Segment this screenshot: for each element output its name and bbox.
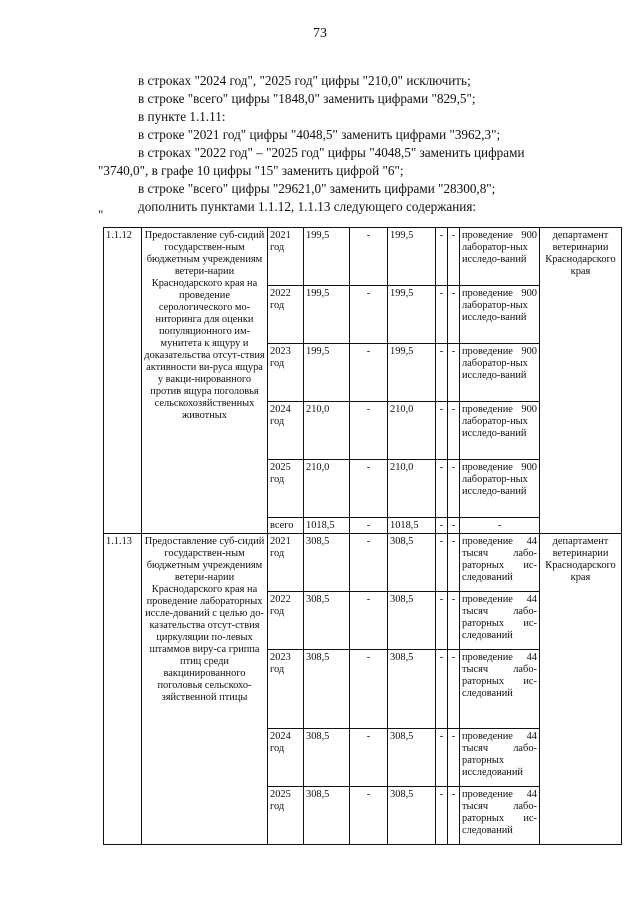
total-cell: 210,0 (304, 402, 350, 460)
department-cell: департамент ветеринарии Краснодарского края (540, 534, 622, 845)
regional-cell: 308,5 (388, 534, 436, 592)
federal-cell: - (350, 787, 388, 845)
department-cell: департамент ветеринарии Краснодарского края (540, 228, 622, 534)
other-cell: - (448, 650, 460, 729)
total-cell: 308,5 (304, 729, 350, 787)
item-description: Предоставление суб-сидий государствен-ным бюджетным учреждениям ветери-нарии Краснодарского края на проведение лабораторных иссле-дований с целью до-казательства отсут-ствия циркуляции по-левых штаммов виру-са гриппа птиц среди вакцинированного поголовья сельскохо-зяйственной птицы (142, 534, 268, 845)
result-cell: проведение 900 лаборатор-ных исследо-ваний (460, 286, 540, 344)
federal-cell: - (350, 534, 388, 592)
local-cell: - (436, 286, 448, 344)
result-cell: проведение 44 тысяч лабо-раторных исследований (460, 729, 540, 787)
item-number: 1.1.12 (104, 228, 142, 534)
result-cell: проведение 900 лаборатор-ных исследо-ваний (460, 402, 540, 460)
result-cell: проведение 900 лаборатор-ных исследо-ваний (460, 344, 540, 402)
federal-cell: - (350, 650, 388, 729)
result-cell: - (460, 518, 540, 534)
local-cell: - (436, 650, 448, 729)
local-cell: - (436, 729, 448, 787)
regional-cell: 210,0 (388, 460, 436, 518)
other-cell: - (448, 729, 460, 787)
other-cell: - (448, 534, 460, 592)
federal-cell: - (350, 729, 388, 787)
other-cell: - (448, 228, 460, 286)
year-cell: 2021 год (268, 228, 304, 286)
other-cell: - (448, 592, 460, 650)
federal-cell: - (350, 460, 388, 518)
total-cell: 308,5 (304, 787, 350, 845)
paragraph-8: дополнить пунктами 1.1.12, 1.1.13 следующего содержания: (138, 199, 477, 214)
local-cell: - (436, 460, 448, 518)
year-cell: 2022 год (268, 592, 304, 650)
total-cell: 308,5 (304, 650, 350, 729)
total-cell: 199,5 (304, 286, 350, 344)
paragraph-5: в строках "2022 год" – "2025 год" цифры "4048,5" заменить цифрами (138, 145, 525, 160)
local-cell: - (436, 402, 448, 460)
other-cell: - (448, 402, 460, 460)
local-cell: - (436, 592, 448, 650)
paragraph-7: в строке "всего" цифры "29621,0" заменить цифрами "28300,8"; (138, 181, 496, 196)
result-cell: проведение 900 лаборатор-ных исследо-ваний (460, 228, 540, 286)
regional-cell: 308,5 (388, 729, 436, 787)
total-cell: 308,5 (304, 592, 350, 650)
year-cell: 2021 год (268, 534, 304, 592)
year-cell: 2023 год (268, 344, 304, 402)
result-cell: проведение 44 тысяч лабо-раторных ис-следований (460, 592, 540, 650)
local-cell: - (436, 518, 448, 534)
total-cell: 210,0 (304, 460, 350, 518)
total-cell: 1018,5 (304, 518, 350, 534)
year-cell: 2023 год (268, 650, 304, 729)
year-cell: 2025 год (268, 460, 304, 518)
regional-cell: 199,5 (388, 228, 436, 286)
other-cell: - (448, 460, 460, 518)
federal-cell: - (350, 228, 388, 286)
total-cell: 199,5 (304, 228, 350, 286)
other-cell: - (448, 787, 460, 845)
page-number: 73 (313, 26, 327, 41)
paragraph-6: "3740,0", в графе 10 цифры "15" заменить цифрой "6"; (98, 163, 404, 178)
federal-cell: - (350, 344, 388, 402)
table-row (104, 228, 622, 286)
paragraph-2: в строке "всего" цифры "1848,0" заменить цифрами "829,5"; (138, 91, 476, 106)
result-cell: проведение 44 тысяч лабо-раторных ис-следований (460, 534, 540, 592)
regional-cell: 308,5 (388, 650, 436, 729)
year-cell: всего (268, 518, 304, 534)
federal-cell: - (350, 592, 388, 650)
year-cell: 2025 год (268, 787, 304, 845)
year-cell: 2024 год (268, 402, 304, 460)
result-cell: проведение 44 тысяч лабо-раторных ис-следований (460, 650, 540, 729)
local-cell: - (436, 228, 448, 286)
paragraph-4: в строке "2021 год" цифры "4048,5" заменить цифрами "3962,3"; (138, 127, 501, 142)
measures-table (103, 227, 622, 845)
open-quote-mark: " (98, 207, 104, 222)
year-cell: 2024 год (268, 729, 304, 787)
other-cell: - (448, 518, 460, 534)
paragraph-3: в пункте 1.1.11: (138, 109, 226, 124)
federal-cell: - (350, 286, 388, 344)
paragraph-1: в строках "2024 год", "2025 год" цифры "210,0" исключить; (138, 73, 471, 88)
federal-cell: - (350, 518, 388, 534)
local-cell: - (436, 787, 448, 845)
regional-cell: 199,5 (388, 344, 436, 402)
regional-cell: 1018,5 (388, 518, 436, 534)
other-cell: - (448, 286, 460, 344)
total-cell: 199,5 (304, 344, 350, 402)
regional-cell: 199,5 (388, 286, 436, 344)
other-cell: - (448, 344, 460, 402)
table-row (104, 534, 622, 592)
regional-cell: 308,5 (388, 592, 436, 650)
result-cell: проведение 900 лаборатор-ных исследо-ваний (460, 460, 540, 518)
federal-cell: - (350, 402, 388, 460)
regional-cell: 308,5 (388, 787, 436, 845)
local-cell: - (436, 534, 448, 592)
local-cell: - (436, 344, 448, 402)
total-cell: 308,5 (304, 534, 350, 592)
measures-table-body (104, 228, 622, 845)
result-cell: проведение 44 тысяч лабо-раторных ис-следований (460, 787, 540, 845)
year-cell: 2022 год (268, 286, 304, 344)
item-description: Предоставление суб-сидий государствен-ным бюджетным учреждениям ветери-нарии Краснодарского края на проведение серологического мо-ниторинга для оценки популяционного им-мунитета к ящуру и доказательства отсут-ствия активности ви-руса ящура у вакци-нированного против ящура поголовья сельскохозяйственных животных (142, 228, 268, 534)
regional-cell: 210,0 (388, 402, 436, 460)
item-number: 1.1.13 (104, 534, 142, 845)
